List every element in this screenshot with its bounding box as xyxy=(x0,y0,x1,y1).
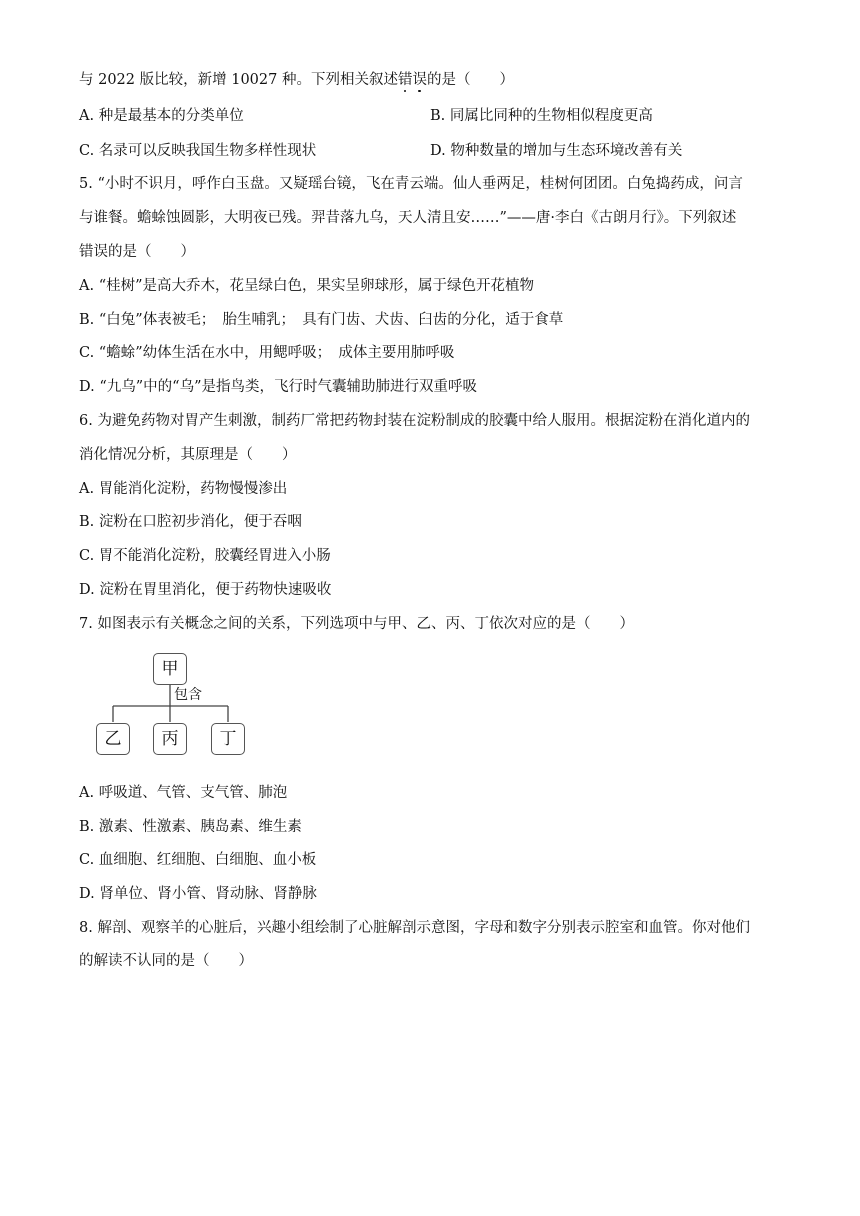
q5-stem-line-3: 错误的是（ ） xyxy=(79,244,195,260)
q6-option-a: A. 胃能消化淀粉，药物慢慢渗出 xyxy=(79,481,288,497)
q5-option-a: A. “桂树”是高大乔木，花呈绿白色，果实呈卵球形，属于绿色开花植物 xyxy=(79,278,535,294)
q4-stem xyxy=(79,70,514,90)
q5-option-b: B. “白兔”体表被毛； 胎生哺乳； 具有门齿、犬齿、臼齿的分化，适于食草 xyxy=(79,312,564,328)
q7-option-c: C. 血细胞、红细胞、白细胞、血小板 xyxy=(79,852,317,868)
q4-option-a: A. 种是最基本的分类单位 xyxy=(79,108,244,124)
q5-stem-line-2: 与谁餐。蟾蜍蚀圆影，大明夜已残。羿昔落九乌，天人清且安……”——唐·李白《古朗月行》。下列叙述 xyxy=(79,210,737,226)
relation-label: 包含 xyxy=(174,687,202,703)
q7-option-a: A. 呼吸道、气管、支气管、肺泡 xyxy=(79,785,288,801)
q6-stem-line-2: 消化情况分析，其原理是（ ） xyxy=(79,447,297,463)
q8-stem-line-2: 的解读不认同的是（ ） xyxy=(79,953,253,969)
q6-option-b: B. 淀粉在口腔初步消化，便于吞咽 xyxy=(79,514,302,530)
q7-stem: 7. 如图表示有关概念之间的关系，下列选项中与甲、乙、丙、丁依次对应的是（ ） xyxy=(79,616,634,632)
q5-option-c: C. “蟾蜍”幼体生活在水中，用鳃呼吸； 成体主要用肺呼吸 xyxy=(79,345,455,361)
q4-emphasis-char-2: 误 xyxy=(412,72,427,88)
node-bing: 丙 xyxy=(153,723,187,755)
q4-option-d: D. 物种数量的增加与生态环境改善有关 xyxy=(430,143,683,159)
q8-stem-line-1: 8. 解剖、观察羊的心脏后，兴趣小组绘制了心脏解剖示意图，字母和数字分别表示腔室和血管。你对他们 xyxy=(79,920,750,936)
q6-option-c: C. 胃不能消化淀粉，胶囊经胃进入小肠 xyxy=(79,548,331,564)
q6-stem-line-1: 6. 为避免药物对胃产生刺激，制药厂常把药物封装在淀粉制成的胶囊中给人服用。根据淀粉在消化道内的 xyxy=(79,413,750,429)
q4-emphasis-char-1: 错 xyxy=(397,72,413,88)
q4-stem-text: 与 2022 版比较，新增 10027 种。下列相关叙述 xyxy=(79,72,398,88)
q4-stem-tail: 的是（ ） xyxy=(426,72,514,88)
q4-option-c: C. 名录可以反映我国生物多样性现状 xyxy=(79,143,317,159)
concept-diagram xyxy=(90,648,260,760)
q7-option-b: B. 激素、性激素、胰岛素、维生素 xyxy=(79,819,302,835)
node-yi: 乙 xyxy=(96,723,130,755)
q6-option-d: D. 淀粉在胃里消化，便于药物快速吸收 xyxy=(79,582,332,598)
q5-stem-line-1: 5. “小时不识月，呼作白玉盘。又疑瑶台镜，飞在青云端。仙人垂两足，桂树何团团。白兔捣药成，问言 xyxy=(79,176,743,192)
node-jia: 甲 xyxy=(153,653,187,685)
node-ding: 丁 xyxy=(211,723,245,755)
q5-option-d: D. “九乌”中的“乌”是指鸟类，飞行时气囊辅助肺进行双重呼吸 xyxy=(79,379,477,395)
q4-option-b: B. 同属比同种的生物相似程度更高 xyxy=(430,108,653,124)
q7-option-d: D. 肾单位、肾小管、肾动脉、肾静脉 xyxy=(79,886,317,902)
